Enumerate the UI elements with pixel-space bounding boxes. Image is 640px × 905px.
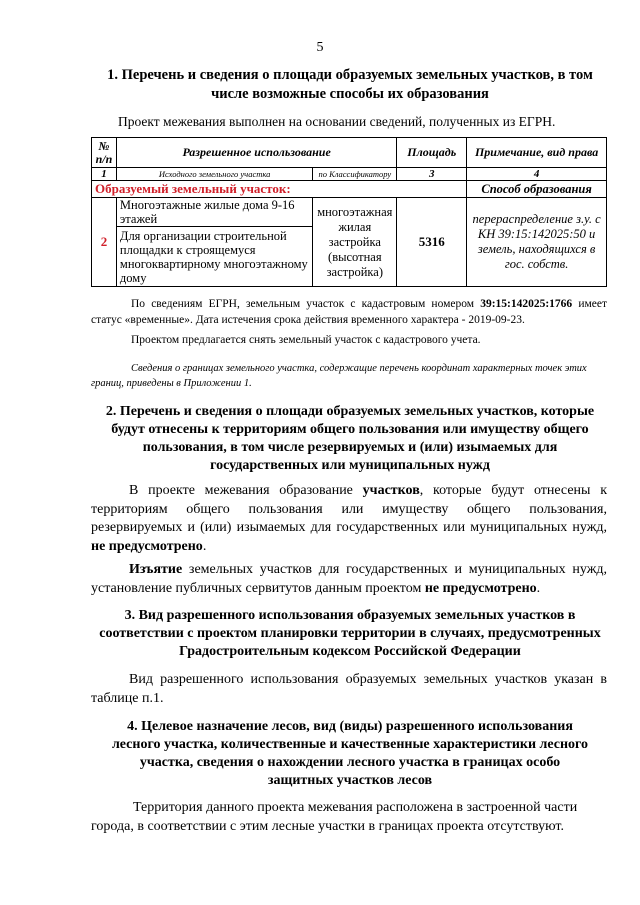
row-use-classifier: многоэтажная жилая застройка (высотная застройка)	[313, 198, 397, 287]
page-number: 5	[316, 40, 324, 55]
table-subheader-row	[92, 168, 607, 181]
section-4-title-line: защитных участков лесов	[267, 773, 433, 788]
section-3-title	[70, 607, 630, 661]
subheader-c3: 3	[397, 168, 467, 181]
text-run-bold: Изъятие	[129, 562, 183, 577]
text-run: .	[536, 580, 541, 596]
section-4-title	[80, 718, 620, 790]
section-1-intro: Проект межевания выполнен на основании сведений, полученных из ЕГРН.	[118, 114, 556, 129]
egrn-note	[91, 296, 607, 328]
section-4-title-line: лесного участка, количественные и качественные характеристики лесного	[111, 737, 589, 752]
bounds-note: Сведения о границах земельного участка, содержащие перечень координат характерных точек этих границ, приведены в Приложении 1.	[91, 363, 587, 389]
text-run-bold: не предусмотрено	[91, 538, 203, 554]
section-4-paragraph: Территория данного проекта межевания расположена в застроенной части города, в соответствии с этим лесные участки в границах проекта отсутствуют.	[91, 800, 578, 834]
section-2-title-line: 2. Перечень и сведения о площади образуемых земельных участков, которые	[105, 404, 595, 419]
subheader-c2a: Исходного земельного участка	[116, 168, 312, 181]
table-row	[92, 198, 607, 227]
row-use-source-2: Для организации строительной площадки к строящемуся многоквартирному многоэтажному дому	[116, 227, 312, 287]
egrn-note-prefix: По сведениям ЕГРН, земельным участок с кадастровым номером	[131, 298, 475, 310]
row-area: 5316	[397, 198, 467, 287]
row-use-source-1: Многоэтажные жилые дома 9-16 этажей	[116, 198, 312, 227]
section-2-title-line: пользования, в том числе резервируемых и (или) изымаемых для	[142, 440, 558, 455]
section-2-title-line: государственных или муниципальных нужд	[210, 458, 490, 473]
col-header-use: Разрешенное использование	[116, 138, 396, 168]
text-run-bold: участков	[362, 483, 420, 498]
table-group-row	[92, 181, 607, 198]
parcel-table	[91, 137, 607, 287]
section-2-title-line: будут отнесены к территориям общего пользования или имуществу общего	[111, 422, 589, 437]
row-note: перераспределение з.у. с КН 39:15:142025:50 и земель, находящихся в гос. собств.	[467, 198, 607, 287]
section-2-paragraph-2	[91, 561, 607, 598]
text-run: земельных участков для государственных и муниципальных нужд, установление публичных сервитутов данным проектом	[91, 562, 608, 596]
section-1-title-line: 1. Перечень и сведения о площади образуемых земельных участков, в том	[107, 67, 593, 83]
row-num: 2	[92, 198, 117, 287]
subheader-c2b: по Классификатору	[313, 168, 397, 181]
subheader-c1: 1	[92, 168, 117, 181]
section-4-title-line: 4. Целевое назначение лесов, вид (виды) разрешенного использования	[127, 719, 573, 734]
section-1-title-line: числе возможные способы их образования	[211, 86, 489, 102]
section-2-paragraph-1	[91, 482, 607, 556]
cadastral-number: 39:15:142025:1766	[480, 298, 573, 310]
section-3-paragraph: Вид разрешенного использования образуемых земельных участков указан в таблице п.1.	[91, 672, 607, 706]
group-method: Способ образования	[467, 181, 607, 198]
text-run-bold: не предусмотрено	[424, 580, 537, 596]
section-1-title	[90, 66, 610, 104]
col-header-note: Примечание, вид права	[467, 138, 607, 168]
col-header-area: Площадь	[397, 138, 467, 168]
group-label: Образуемый земельный участок:	[92, 181, 467, 198]
text-run: .	[202, 538, 207, 554]
section-3-title-line: 3. Вид разрешенного использования образуемых земельных участков в	[124, 608, 576, 623]
text-run: В проекте межевания образование	[129, 483, 353, 498]
egrn-note-suffix: имеет статус «временные». Дата истечения срока действия временного характера - 2019-09-23.	[91, 298, 607, 326]
col-header-num: № п/п	[92, 138, 117, 168]
section-4-title-line: участка, сведения о нахождении лесного участка в границах особо	[139, 755, 561, 770]
remove-note: Проектом предлагается снять земельный участок с кадастрового учета.	[131, 334, 481, 346]
section-3-title-line: Градостроительным кодексом Российской Федерации	[179, 644, 521, 659]
section-3-title-line: соответствии с проектом планировки территории в случаях, предусмотренных	[99, 626, 601, 641]
table-header-row	[92, 138, 607, 168]
text-run: , которые будут отнесены к территориям общего пользования или имуществу общего пользования, резервируемых и (или) изымаемых для государственных или муниципальных нужд,	[91, 483, 607, 535]
subheader-c4: 4	[467, 168, 607, 181]
section-2-title	[80, 403, 620, 475]
